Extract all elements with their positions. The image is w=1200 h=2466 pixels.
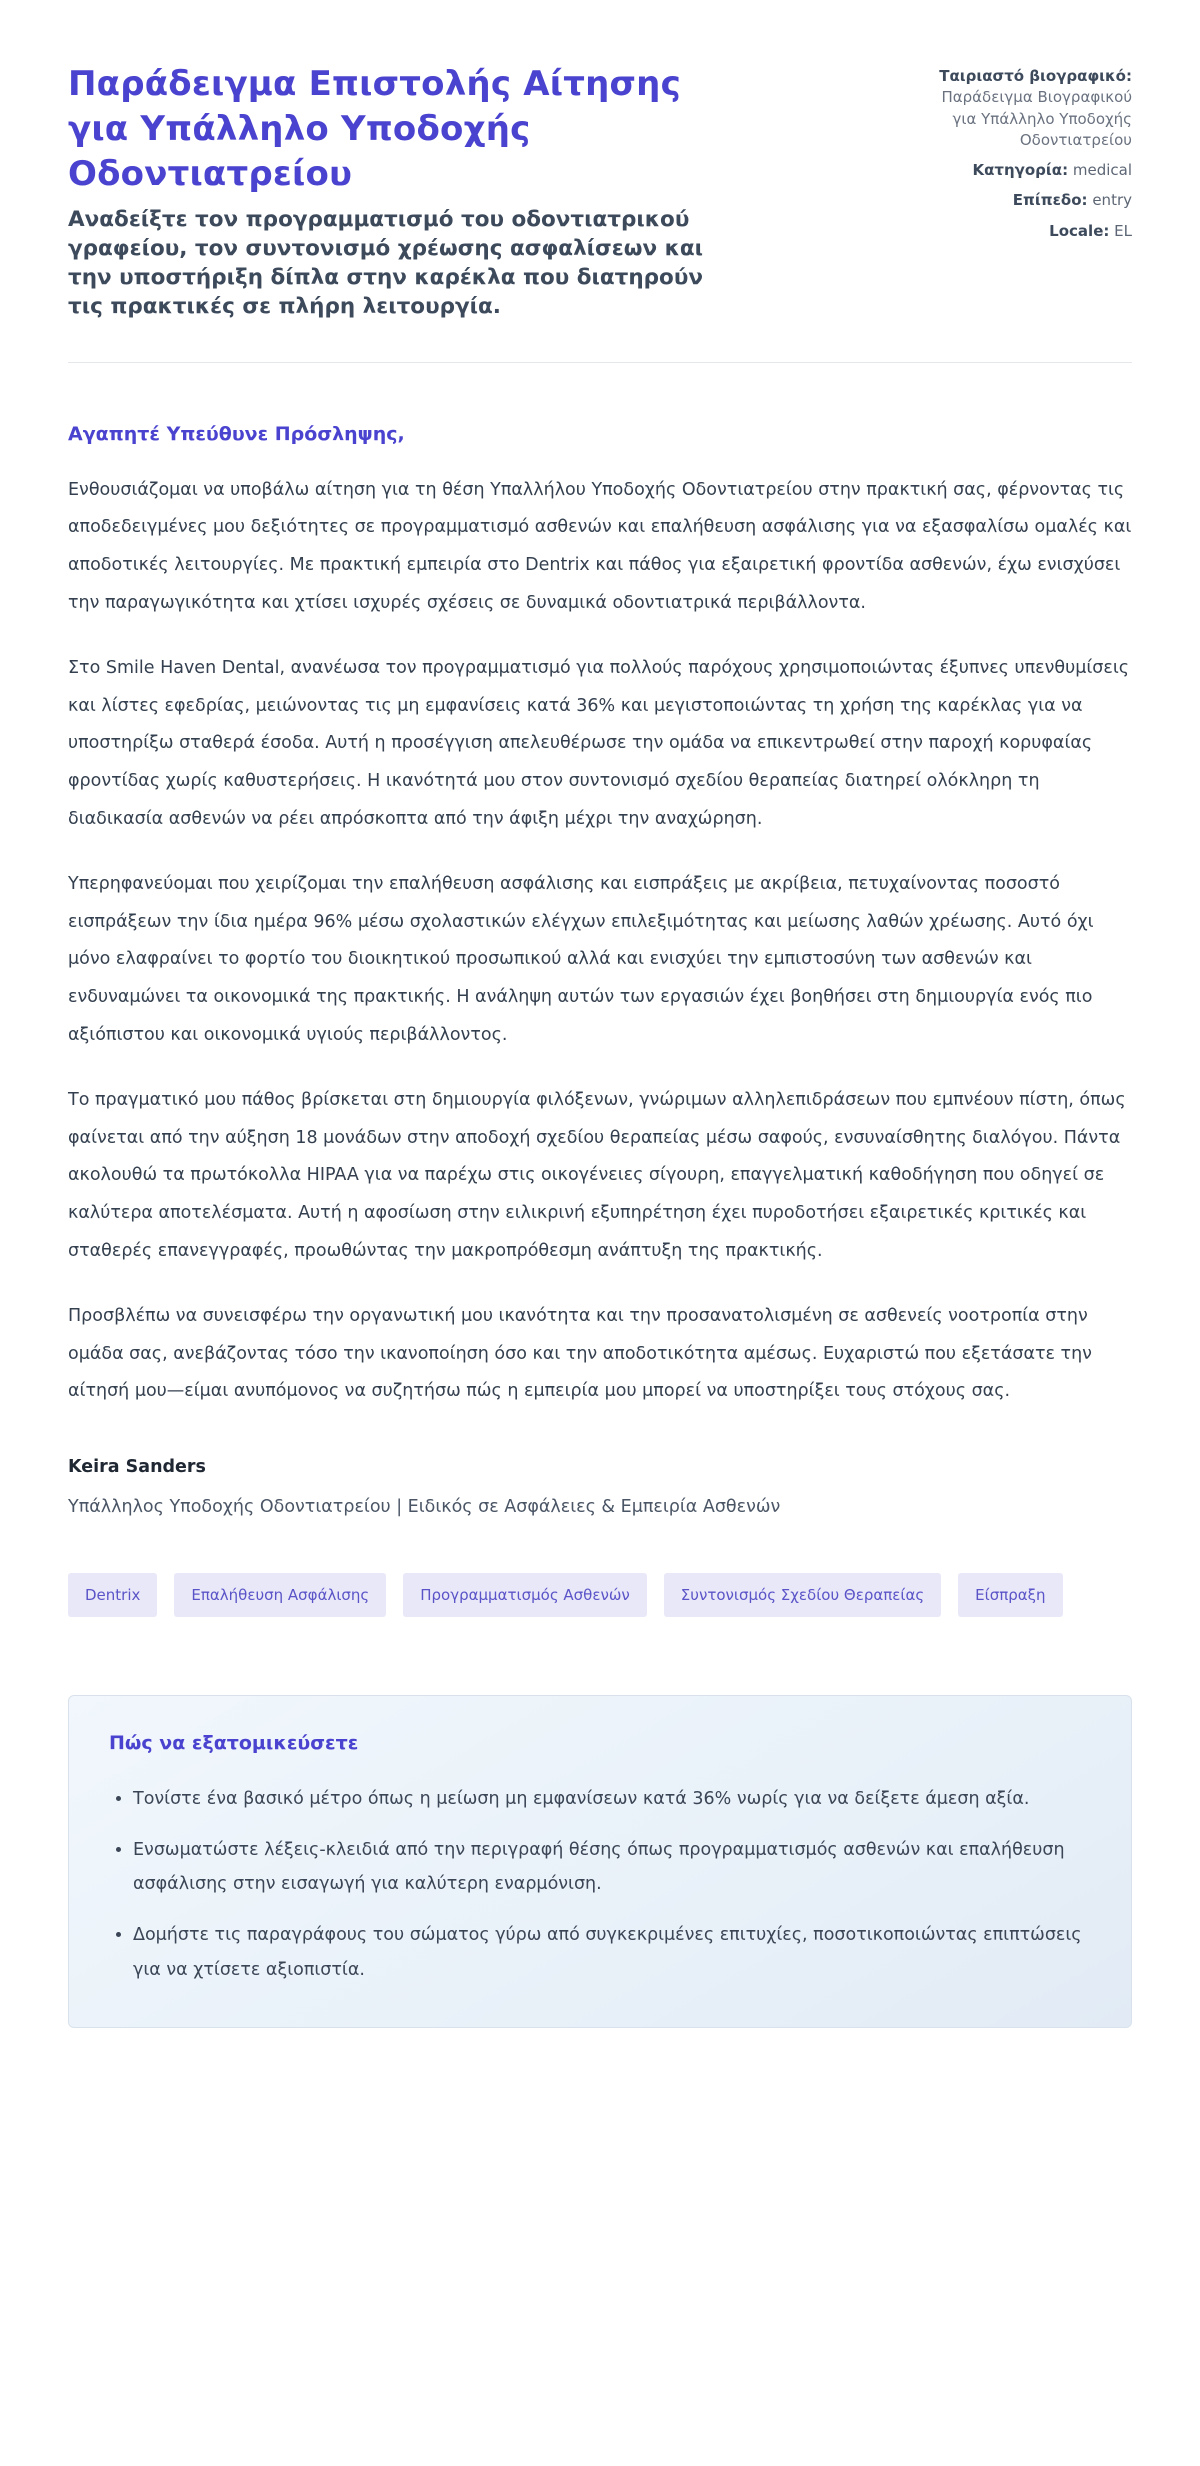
letter-greeting: Αγαπητέ Υπεύθυνε Πρόσληψης, (68, 422, 405, 445)
skill-tag[interactable]: Dentrix (68, 1573, 157, 1617)
customize-box-title: Πώς να εξατομικεύσετε (109, 1732, 359, 1755)
customize-tip: • Δομήστε τις παραγράφους του σώματος γύρω από συγκεκριμένες επιτυχίες, ποσοτικοποιώντας επιπτώσεις για να χτίσετε αξιοπιστία. (133, 1918, 1091, 1986)
signature-name: Keira Sanders (68, 1457, 206, 1478)
header-meta (927, 62, 1132, 251)
meta-level-label: Επίπεδο: (1012, 191, 1088, 210)
page-title: Παράδειγμα Επιστολής Αίτησης για Υπάλληλο Υποδοχής Οδοντιατρείου (68, 64, 681, 194)
letter-paragraph: Υπερηφανεύομαι που χειρίζομαι την επαλήθευση ασφάλισης και εισπράξεις με ακρίβεια, πετυχαίνοντας ποσοστό εισπράξεων την ίδια ημέρα 96% μέσω σχολαστικών ελέγχων επιλεξιμότητας και μείωσης λαθών χρέωσης. Αυτό όχι μόνο ελαφραίνει το φορτίο του διοικητικού προσωπικού αλλά και ενισχύει την εμπιστοσύνη των ασθενών και ενδυναμώνει τα οικονομικά της πρακτικής. Η ανάληψη αυτών των εργασιών έχει βοηθήσει στη δημιουργία ενός πιο αξιόπιστου και οικονομικά υγιούς περιβάλλοντος. (68, 873, 1094, 1045)
skill-tag[interactable]: Συντονισμός Σχεδίου Θεραπείας (664, 1573, 941, 1617)
customize-tip: • Ενσωματώστε λέξεις-κλειδιά από την περιγραφή θέσης όπως προγραμματισμός ασθενών και επαλήθευση ασφάλισης στην εισαγωγή για καλύτερη εναρμόνιση. (133, 1833, 1091, 1901)
meta-category-value: medical (1072, 161, 1132, 180)
letter-body (68, 472, 1132, 1412)
letter-paragraph: Στο Smile Haven Dental, ανανέωσα τον προγραμματισμό για πολλούς παρόχους χρησιμοποιώντας έξυπνες υπενθυμίσεις και λίστες εφεδρίας, μειώνοντας τις μη εμφανίσεις κατά 36% και μεγιστοποιώντας τη χρήση της καρέκλας για να υποστηρίξω σταθερά έσοδα. Αυτή η προσέγγιση απελευθέρωσε την ομάδα να επικεντρωθεί στην παροχή κορυφαίας φροντίδας χωρίς καθυστερήσεις. Η ικανότητά μου στον συντονισμό σχεδίου θεραπείας διατηρεί ολόκληρη τη διαδικασία ασθενών να ρέει απρόσκοπτα από την άφιξη μέχρι την αναχώρηση. (68, 657, 1130, 829)
meta-category-label: Κατηγορία: (972, 161, 1069, 180)
letter-paragraph: Ενθουσιάζομαι να υποβάλω αίτηση για τη θέση Υπαλλήλου Υποδοχής Οδοντιατρείου στην πρακτική σας, φέρνοντας τις αποδεδειγμένες μου δεξιότητες σε προγραμματισμό ασθενών και επαλήθευση ασφάλισης για να εξασφαλίσω ομαλές και αποδοτικές λειτουργίες. Με πρακτική εμπειρία στο Dentrix και πάθος για εξαιρετική φροντίδα ασθενών, έχω ενισχύσει την παραγωγικότητα και χτίσει ισχυρές σχέσεις σε δυναμικά οδοντιατρικά περιβάλλοντα. (68, 479, 1132, 613)
header-divider (68, 362, 1132, 363)
page-subtitle: Αναδείξτε τον προγραμματισμό του οδοντιατρικού γραφείου, τον συντονισμό χρέωσης ασφαλίσεων και την υποστήριξη δίπλα στην καρέκλα που διατηρούν τις πρακτικές σε πλήρη λειτουργία. (68, 206, 704, 320)
customize-tip: • Τονίστε ένα βασικό μέτρο όπως η μείωση μη εμφανίσεων κατά 36% νωρίς για να δείξετε άμεση αξία. (133, 1782, 1091, 1816)
letter-paragraph: Προσβλέπω να συνεισφέρω την οργανωτική μου ικανότητα και την προσανατολισμένη σε ασθενείς νοοτροπία στην ομάδα σας, ανεβάζοντας τόσο την ικανοποίηση όσο και την αποδοτικότητα αμέσως. Ευχαριστώ που εξετάσατε την αίτησή μου—είμαι ανυπόμονος να συζητήσω πώς η εμπειρία μου μπορεί να υποστηρίξει τους στόχους σας. (68, 1305, 1092, 1402)
meta-category (927, 160, 1132, 181)
customize-box (68, 1695, 1132, 2028)
meta-matching-resume (927, 66, 1132, 151)
page-header (68, 62, 1132, 322)
customize-tips-list (109, 1782, 1091, 1987)
header-title-block (68, 62, 728, 322)
letter-paragraph: Το πραγματικό μου πάθος βρίσκεται στη δημιουργία φιλόξενων, γνώριμων αλληλεπιδράσεων που εμπνέουν πίστη, όπως φαίνεται από την αύξηση 18 μονάδων στην αποδοχή σχεδίου θεραπείας μέσω σαφούς, ενσυναίσθητης διαλόγου. Πάντα ακολουθώ τα πρωτόκολλα HIPAA για να παρέχω στις οικογένειες σίγουρη, επαγγελματική καθοδήγηση που οδηγεί σε καλύτερα αποτελέσματα. Αυτή η αφοσίωση στην ειλικρινή εξυπηρέτηση έχει πυροδοτήσει εξαιρετικές κριτικές και σταθερές επανεγγραφές, προωθώντας την μακροπρόθεσμη ανάπτυξη της πρακτικής. (68, 1089, 1126, 1261)
skill-tag[interactable]: Επαλήθευση Ασφάλισης (174, 1573, 386, 1617)
signature-title: Υπάλληλος Υποδοχής Οδοντιατρείου | Ειδικός σε Ασφάλειες & Εμπειρία Ασθενών (68, 1497, 781, 1518)
meta-matching-resume-label: Ταιριαστό βιογραφικό: (939, 67, 1132, 85)
meta-matching-resume-link[interactable]: Παράδειγμα Βιογραφικού για Υπάλληλο Υποδοχής Οδοντιατρείου (941, 88, 1132, 149)
skill-tag[interactable]: Είσπραξη (958, 1573, 1062, 1617)
meta-level (927, 190, 1132, 211)
skill-tag[interactable]: Προγραμματισμός Ασθενών (403, 1573, 647, 1617)
meta-locale (927, 221, 1132, 242)
meta-locale-value: EL (1114, 221, 1132, 240)
skill-tags (68, 1573, 1132, 1617)
meta-locale-label: Locale: (1049, 221, 1110, 240)
meta-level-value: entry (1092, 191, 1132, 210)
